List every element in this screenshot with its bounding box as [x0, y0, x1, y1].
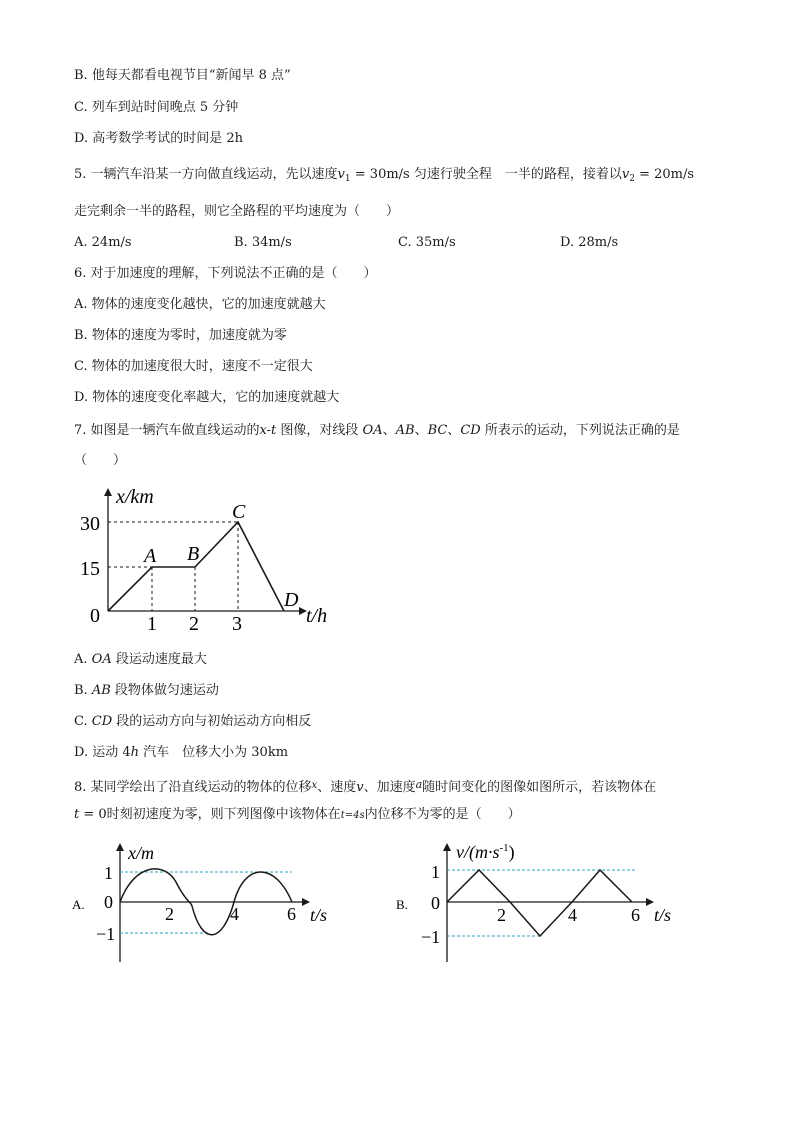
- q5-option-c: C. 35m/s: [398, 235, 456, 250]
- q7-opt-d-it: h: [130, 745, 140, 760]
- q8a-ytick-0: 0: [104, 892, 113, 912]
- q8b-ylabel: [456, 842, 515, 863]
- q8a-xtick-4: 4: [230, 904, 239, 924]
- q5-v1-value: = 30m/s: [350, 167, 410, 182]
- q7-point-c: C: [232, 501, 246, 523]
- q7-point-a: A: [144, 545, 157, 567]
- q8a-ylabel: x/m: [128, 843, 154, 863]
- q5-v2-value: = 20m/s: [634, 167, 695, 182]
- q7-stem-a: 7. 如图是一辆汽车做直线运动的: [74, 423, 260, 438]
- q8a-xtick-6: 6: [287, 904, 296, 924]
- q7-xtick-1: 1: [147, 613, 157, 635]
- q8b-xtick-6: 6: [631, 905, 640, 925]
- q5-v1-sub: 1: [344, 174, 351, 184]
- q7-opt-c-post: 段的运动方向与初始运动方向相反: [112, 714, 312, 729]
- q6-option-a: A. 物体的速度变化越快，它的加速度就越大: [74, 297, 326, 312]
- q8-stem-a: 8. 某同学绘出了沿直线运动的物体的位移: [74, 780, 312, 795]
- q8b-ylabel-sup: -1: [499, 842, 509, 854]
- q7-opt-d-post: 汽车 位移大小为 30km: [139, 745, 289, 760]
- q6-option-d: D. 物体的速度变化率越大，它的加速度就越大: [74, 390, 340, 405]
- q5-option-d: D. 28m/s: [560, 235, 619, 250]
- q7-sep1: 、: [382, 423, 396, 438]
- q8-var-t: t: [74, 807, 80, 822]
- q7-seg-ab: AB: [395, 423, 415, 438]
- q5-stem-a: 5. 一辆汽车沿某一方向做直线运动，先以速度: [74, 167, 338, 182]
- q8b-ylabel-end: ): [508, 842, 515, 862]
- q8b-xlabel: t/s: [654, 905, 672, 925]
- q7-stem-paren: （ ）: [74, 453, 127, 468]
- q6-option-c: C. 物体的加速度很大时，速度不一定很大: [74, 359, 313, 374]
- q8-stem-d: 随时间变化的图像如图所示，若该物体在: [422, 780, 657, 795]
- q4-option-b: B. 他每天都看电视节目“新闻早 8 点”: [74, 68, 291, 83]
- q8-graph-a: [72, 843, 327, 962]
- q7-opt-a-post: 段运动速度最大: [111, 652, 207, 667]
- q6-stem: 6. 对于加速度的理解，下列说法不正确的是（ ）: [74, 266, 377, 281]
- q5-v2-sub: 2: [629, 174, 635, 184]
- q5-stem-b: 匀速行驶全程 一半的路程，接着以: [409, 167, 622, 182]
- q8a-ytick-1: 1: [104, 863, 113, 883]
- q7-sep3: 、: [447, 423, 461, 438]
- q7-stem-c: 所表示的运动，下列说法正确的是: [480, 423, 680, 438]
- q7-seg-bc: BC: [427, 423, 448, 438]
- q8a-xlabel: t/s: [310, 905, 328, 925]
- q8-t4: t=4s: [340, 810, 365, 821]
- q7-opt-c-pre: C.: [74, 714, 92, 729]
- q7-seg-cd: CD: [460, 423, 481, 438]
- q7-xlabel: t/h: [306, 605, 328, 627]
- q8b-triangle-wave: [447, 870, 632, 936]
- q7-stem-xt: x-t: [259, 423, 277, 438]
- q7-seg-oa: OA: [362, 423, 383, 438]
- q8-graph-b: [396, 842, 671, 962]
- q8b-ytick-neg1: −1: [421, 927, 441, 947]
- q8a-xtick-2: 2: [165, 904, 174, 924]
- q5-option-b: B. 34m/s: [234, 235, 292, 250]
- q7-ylabel: x/km: [116, 486, 154, 508]
- q7-sep2: 、: [414, 423, 428, 438]
- q8b-xtick-4: 4: [568, 905, 577, 925]
- q7-point-d: D: [284, 589, 299, 611]
- q7-stem-b: 图像，对线段: [276, 423, 363, 438]
- q4-option-c: C. 列车到站时间晚点 5 分钟: [74, 100, 239, 115]
- q7-ytick-15: 15: [80, 558, 100, 580]
- q4-option-d: D. 高考数学考试的时间是 2h: [74, 131, 244, 146]
- q8-var-x: x: [311, 780, 318, 791]
- q7-opt-b-pre: B.: [74, 683, 92, 698]
- q7-opt-a-it: OA: [91, 652, 112, 667]
- q7-xtick-3: 3: [232, 613, 242, 635]
- q8-var-a: a: [415, 778, 423, 791]
- q8-stem-c: 、加速度: [363, 780, 416, 795]
- q8-stem-e: 时刻初速度为零，则下列图像中该物体在: [106, 807, 341, 822]
- q8b-ylabel-main: v/(m·s: [456, 842, 500, 862]
- q7-opt-d-pre: D. 运动 4: [74, 745, 131, 760]
- q7-ytick-30: 30: [80, 513, 100, 535]
- q5-option-a: A. 24m/s: [74, 235, 132, 250]
- q8-graph-b-label: B.: [396, 897, 408, 912]
- q7-opt-b-it: AB: [91, 683, 111, 698]
- q5-v1: v: [337, 167, 345, 182]
- q8-stem-b: 、速度: [317, 780, 357, 795]
- q8-var-v: v: [356, 780, 364, 795]
- q5-stem-line2: 走完剩余一半的路程，则它全路程的平均速度为（ ）: [74, 204, 400, 219]
- q8a-ytick-neg1: −1: [96, 924, 116, 944]
- q8-stem-f: 内位移不为零的是（ ）: [364, 807, 521, 822]
- q7-point-b: B: [187, 543, 200, 565]
- q8b-ytick-1: 1: [431, 862, 440, 882]
- q7-origin: 0: [90, 605, 100, 627]
- q7-opt-b-post: 段物体做匀速运动: [110, 683, 219, 698]
- q7-opt-a-pre: A.: [74, 652, 92, 667]
- q7-xtick-2: 2: [189, 613, 199, 635]
- q8b-xtick-2: 2: [497, 905, 506, 925]
- q5-v2: v: [621, 167, 630, 182]
- q8-eq: = 0: [79, 807, 107, 822]
- q7-opt-c-it: CD: [91, 714, 113, 729]
- q6-option-b: B. 物体的速度为零时，加速度就为零: [74, 328, 287, 343]
- q8-graph-a-label: A.: [72, 897, 85, 912]
- q8b-ytick-0: 0: [431, 893, 440, 913]
